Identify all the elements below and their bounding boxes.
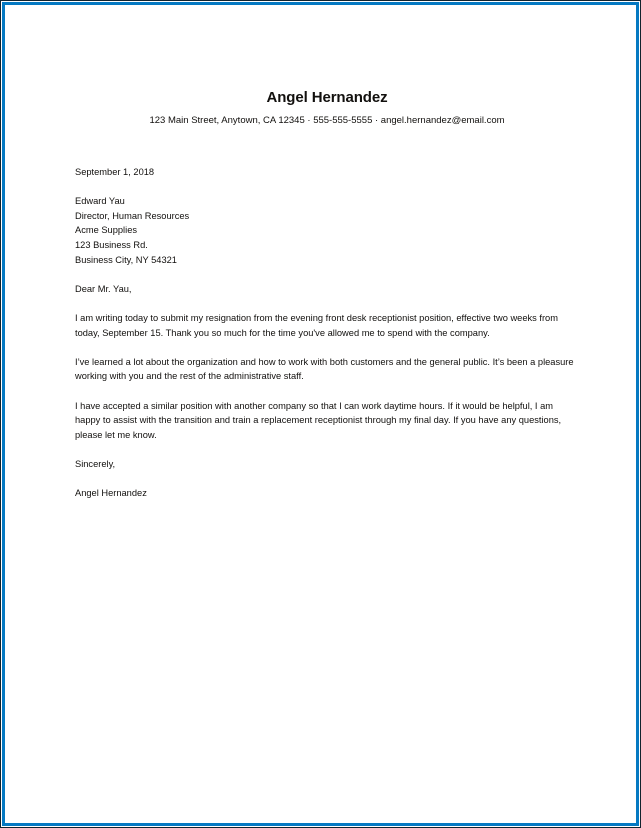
recipient-address-block [75, 194, 579, 267]
recipient-city-state-zip: Business City, NY 54321 [75, 254, 177, 265]
letter-content [75, 1, 579, 501]
salutation: Dear Mr. Yau, [75, 283, 132, 294]
sender-name-heading: Angel Hernandez [266, 89, 388, 106]
body-paragraph-3: I have accepted a similar position with another company so that I can work daytime hours. If it would be helpful, I am happy to assist with the transition and train a replacement receptionist through my final day. If you have any questions, please let me know. [75, 400, 562, 440]
body-paragraph-1: I am writing today to submit my resignation from the evening front desk receptionist position, effective two weeks from today, September 15. Thank you so much for the time you've allowed me to spend with the company. [75, 313, 558, 338]
body-paragraph-2: I’ve learned a lot about the organization and how to work with both customers and the general public. It’s been a pleasure working with you and the rest of the administrative staff. [75, 356, 574, 382]
recipient-name: Edward Yau [75, 196, 125, 207]
sender-contact-line: 123 Main Street, Anytown, CA 12345 · 555-555-5555 · angel.hernandez@email.com [149, 114, 505, 126]
closing-salutation: Sincerely, [75, 458, 116, 469]
letterhead [75, 89, 579, 127]
letter-date: September 1, 2018 [75, 167, 155, 178]
signature-name: Angel Hernandez [75, 488, 147, 499]
recipient-company: Acme Supplies [75, 225, 138, 236]
recipient-title: Director, Human Resources [75, 210, 190, 221]
recipient-street: 123 Business Rd. [75, 240, 148, 251]
